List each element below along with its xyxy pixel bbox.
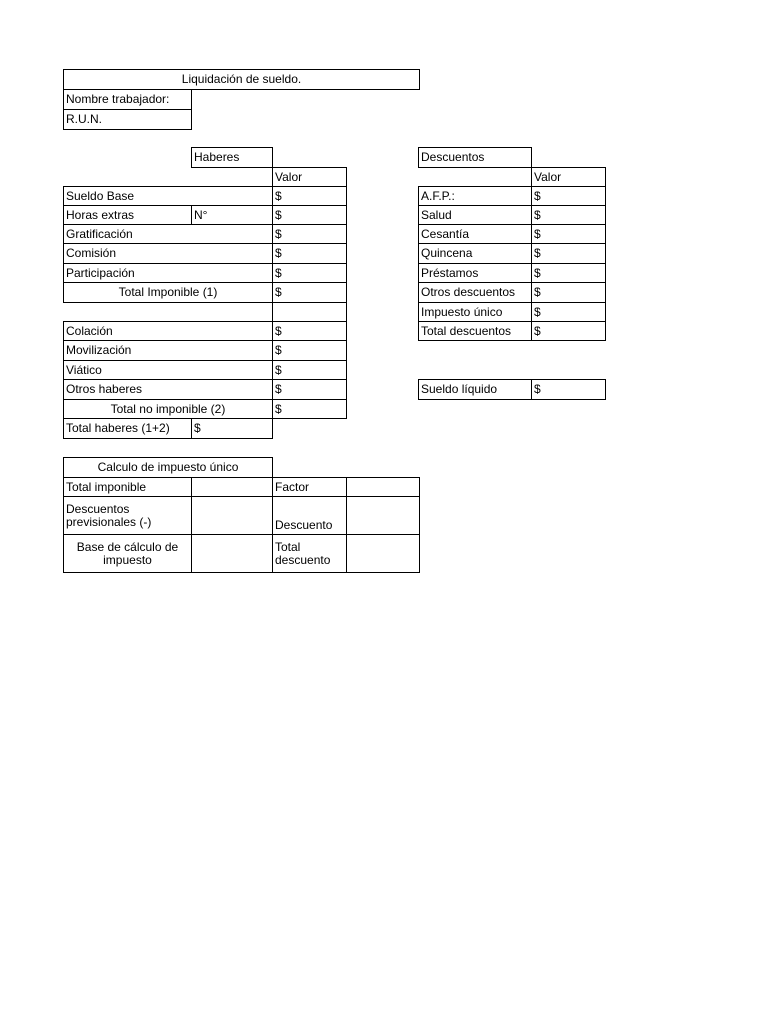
impuesto-title: Calculo de impuesto único <box>63 457 273 478</box>
impuesto-descuento-value <box>346 496 420 535</box>
haberes-row-label: Colación <box>63 321 273 341</box>
descuentos-value-header: Valor <box>531 167 606 187</box>
descuentos-row-label: Quincena <box>418 243 532 264</box>
descuentos-row-label: A.F.P.: <box>418 186 532 206</box>
sueldo-liquido-label: Sueldo líquido <box>418 379 532 400</box>
total-descuentos-label: Total descuentos <box>418 321 532 341</box>
total-haberes-value: $ <box>191 418 273 439</box>
total-imponible-value: $ <box>272 282 347 303</box>
haberes-row-value: $ <box>272 243 347 264</box>
haberes-row-value: $ <box>272 224 347 244</box>
descuentos-row-value: $ <box>531 263 606 283</box>
impuesto-base-calculo-label: Base de cálculo de impuesto <box>63 534 192 573</box>
worker-name-divider <box>191 89 192 110</box>
haberes-row-label: Viático <box>63 360 273 380</box>
descuentos-row-label: Cesantía <box>418 224 532 244</box>
descuentos-row-value: $ <box>531 243 606 264</box>
sueldo-liquido-value: $ <box>531 379 606 400</box>
impuesto-total-descuento-value <box>346 534 420 573</box>
descuentos-row-label: Impuesto único <box>418 302 532 322</box>
haberes-title: Haberes <box>191 147 273 168</box>
descuentos-row-label: Salud <box>418 205 532 225</box>
haberes-row-label: Sueldo Base <box>63 186 273 206</box>
worker-name-label: Nombre trabajador: <box>63 89 192 110</box>
haberes-row-label: Comisión <box>63 243 273 264</box>
impuesto-base-calculo-value <box>191 534 273 573</box>
descuentos-row-label: Otros descuentos <box>418 282 532 303</box>
haberes-row-value: $ <box>272 186 347 206</box>
descuentos-title: Descuentos <box>418 147 532 168</box>
haberes-row-label: Movilización <box>63 340 273 361</box>
haberes-row-value: $ <box>272 379 347 400</box>
impuesto-descuentos-previsionales-label: Descuentos previsionales (-) <box>63 496 192 535</box>
total-imponible-label: Total Imponible (1) <box>63 282 273 303</box>
blank-row <box>63 302 273 322</box>
impuesto-descuento-label: Descuento <box>272 496 347 535</box>
horas-extras-number: N° <box>191 205 273 225</box>
impuesto-factor-value <box>346 477 420 497</box>
impuesto-factor-label: Factor <box>272 477 347 497</box>
haberes-row-value: $ <box>272 360 347 380</box>
haberes-row-label: Participación <box>63 263 273 283</box>
descuentos-row-value: $ <box>531 224 606 244</box>
descuentos-row-value: $ <box>531 186 606 206</box>
total-descuentos-value: $ <box>531 321 606 341</box>
total-no-imponible-label: Total no imponible (2) <box>63 399 273 419</box>
haberes-row-value: $ <box>272 321 347 341</box>
haberes-row-label: Otros haberes <box>63 379 273 400</box>
haberes-value-header: Valor <box>272 167 347 187</box>
haberes-row-value: $ <box>272 205 347 225</box>
haberes-row-value: $ <box>272 340 347 361</box>
impuesto-total-descuento-label: Total descuento <box>272 534 347 573</box>
total-no-imponible-value: $ <box>272 399 347 419</box>
blank-row-value <box>272 302 347 322</box>
haberes-row-label: Horas extras <box>63 205 192 225</box>
run-label: R.U.N. <box>63 109 192 130</box>
form-title: Liquidación de sueldo. <box>63 69 420 90</box>
haberes-row-label: Gratificación <box>63 224 273 244</box>
impuesto-total-imponible-value <box>191 477 273 497</box>
haberes-row-value: $ <box>272 263 347 283</box>
descuentos-row-value: $ <box>531 205 606 225</box>
impuesto-descuentos-previsionales-value <box>191 496 273 535</box>
impuesto-total-imponible-label: Total imponible <box>63 477 192 497</box>
descuentos-row-value: $ <box>531 302 606 322</box>
descuentos-row-value: $ <box>531 282 606 303</box>
descuentos-row-label: Préstamos <box>418 263 532 283</box>
total-haberes-label: Total haberes (1+2) <box>63 418 192 439</box>
